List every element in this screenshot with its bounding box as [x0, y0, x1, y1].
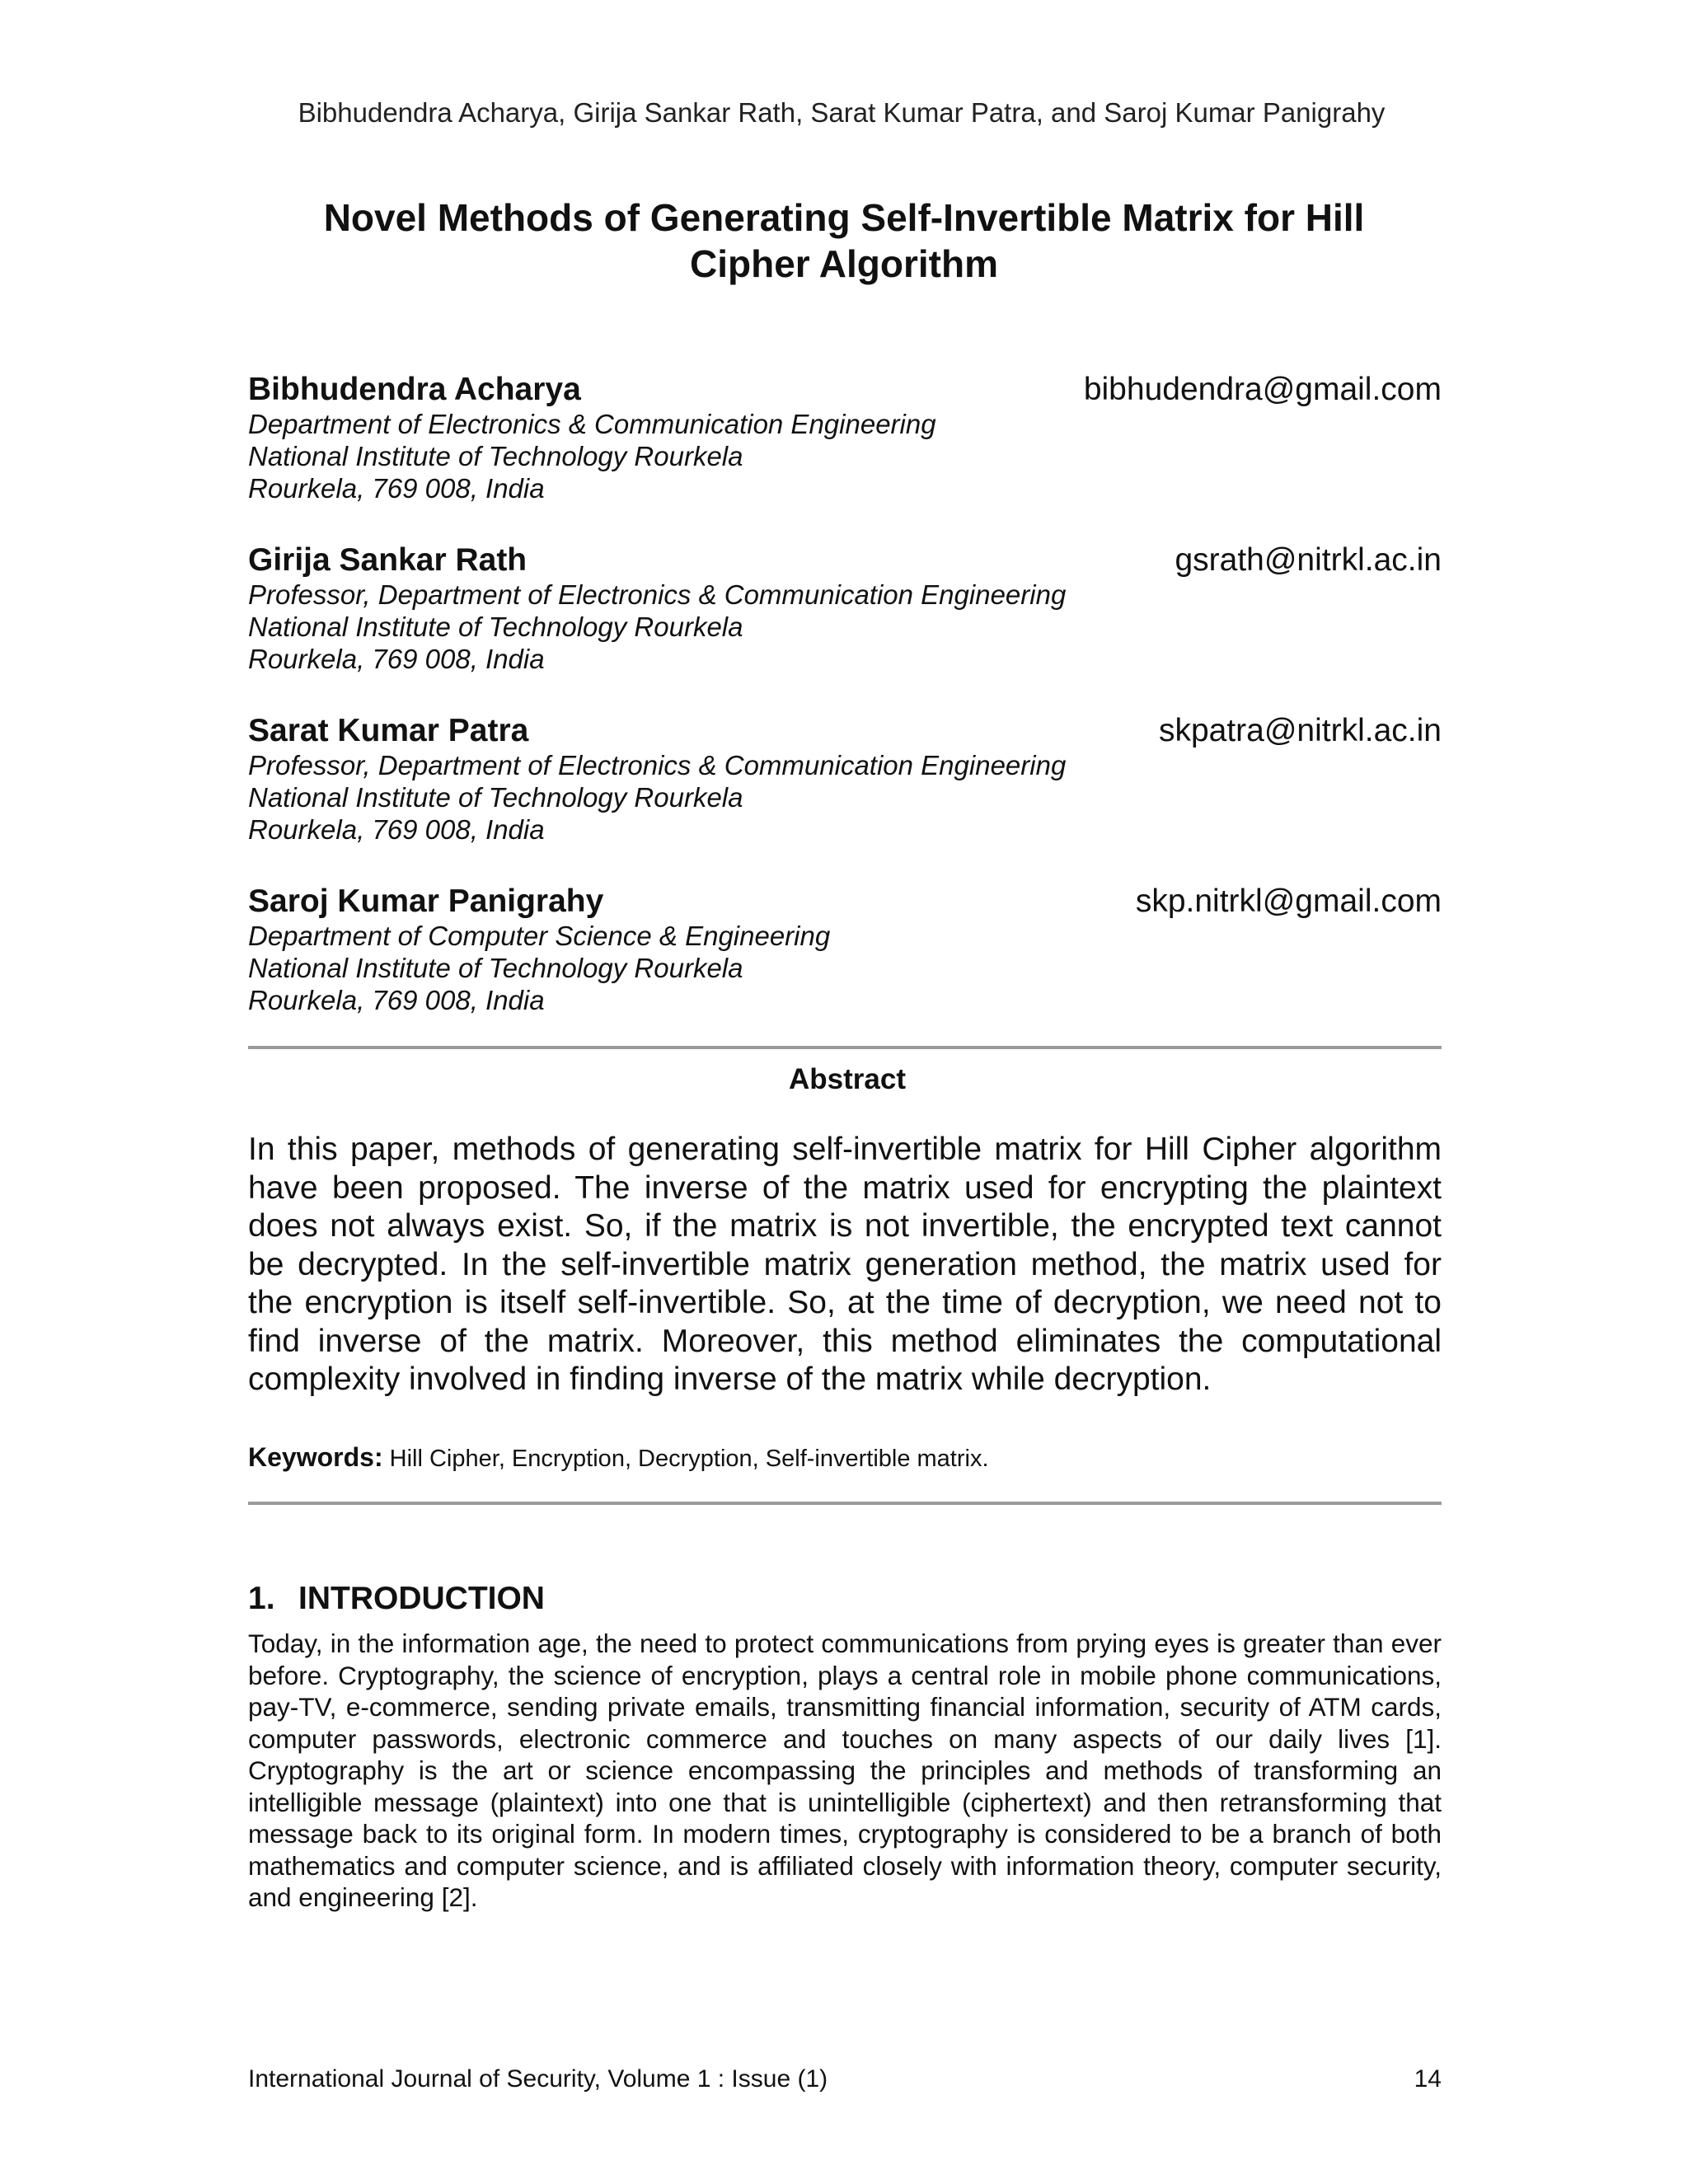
introduction-text: Today, in the information age, the need to protect communications from prying eyes is greater than ever before. Cryptography, the science of encryption, plays a central role in mobile phone communications, pay-TV, e-commerce, sending private emails, transmitting financial information, security of ATM cards, computer passwords, electronic commerce and touches on many aspects of our daily lives [1]. Cryptography is the art or science encompassing the principles and methods of transforming an intelligible message (plaintext) into one that is unintelligible (ciphertext) and then retransforming that message back to its original form. In modern times, cryptography is considered to be a branch of both mathematics and computer science, and is affiliated closely with information theory, computer security, and engineering [2].: [248, 1629, 1442, 1912]
divider-bottom: [248, 1502, 1442, 1505]
author-email[interactable]: skpatra@nitrkl.ac.in: [1158, 713, 1442, 748]
author-affiliation-line: National Institute of Technology Rourkela: [248, 953, 743, 983]
keywords: [248, 1441, 1442, 1475]
section-number: 1.: [248, 1581, 275, 1616]
abstract-text: In this paper, methods of generating self-invertible matrix for Hill Cipher algorithm have been proposed. The inverse of the matrix used for encrypting the plaintext does not always exist. So, if the matrix is not invertible, the encrypted text cannot be decrypted. In the self-invertible matrix generation method, the matrix used for the encryption is itself self-invertible. So, at the time of decryption, we need not to find inverse of the matrix. Moreover, this method eliminates the computational complexity involved in finding inverse of the matrix while decryption.: [248, 1132, 1442, 1397]
author-affiliation-line: Professor, Department of Electronics & Communication Engineering: [248, 750, 1067, 780]
author-name: Girija Sankar Rath: [248, 542, 528, 578]
title-line-2: Cipher Algorithm: [690, 242, 998, 285]
author-affiliation-line: Rourkela, 769 008, India: [248, 814, 545, 845]
author-name: Bibhudendra Acharya: [248, 372, 581, 407]
author-affiliation-line: National Institute of Technology Rourkela: [248, 612, 743, 642]
author-block-1: [248, 372, 1442, 504]
author-affiliation-line: Rourkela, 769 008, India: [248, 644, 545, 674]
paper-title: [247, 194, 1441, 287]
author-block-2: [248, 542, 1442, 675]
author-email[interactable]: bibhudendra@gmail.com: [1083, 372, 1442, 407]
footer-page-number: 14: [1414, 2065, 1442, 2093]
title-line-1: Novel Methods of Generating Self-Invertible Matrix for Hill: [323, 196, 1365, 239]
author-affiliation-line: National Institute of Technology Rourkela: [248, 441, 743, 471]
section-title: INTRODUCTION: [298, 1581, 545, 1616]
author-affiliation-line: National Institute of Technology Rourkela: [248, 782, 743, 813]
author-email[interactable]: gsrath@nitrkl.ac.in: [1175, 542, 1442, 578]
running-header: Bibhudendra Acharya, Girija Sankar Rath, Sarat Kumar Patra, and Saroj Kumar Panigrahy: [298, 97, 1386, 128]
author-email[interactable]: skp.nitrkl@gmail.com: [1135, 883, 1442, 919]
author-block-4: [248, 883, 1442, 1016]
author-affiliation-line: Rourkela, 769 008, India: [248, 473, 545, 504]
author-affiliation-line: Rourkela, 769 008, India: [248, 985, 545, 1015]
author-block-3: [248, 713, 1442, 846]
keywords-text: Hill Cipher, Encryption, Decryption, Self-invertible matrix.: [389, 1446, 989, 1472]
author-affiliation-line: Department of Electronics & Communication Engineering: [248, 409, 936, 439]
abstract-heading: Abstract: [789, 1063, 906, 1095]
keywords-label: Keywords:: [248, 1442, 383, 1472]
author-affiliation-line: Professor, Department of Electronics & Communication Engineering: [248, 579, 1067, 610]
author-name: Sarat Kumar Patra: [248, 713, 529, 748]
section-heading-introduction: [248, 1581, 545, 1617]
author-name: Saroj Kumar Panigrahy: [248, 883, 604, 919]
footer-journal: International Journal of Security, Volume 1 : Issue (1): [248, 2065, 828, 2093]
author-affiliation-line: Department of Computer Science & Engineering: [248, 921, 831, 951]
divider-top: [248, 1046, 1442, 1049]
